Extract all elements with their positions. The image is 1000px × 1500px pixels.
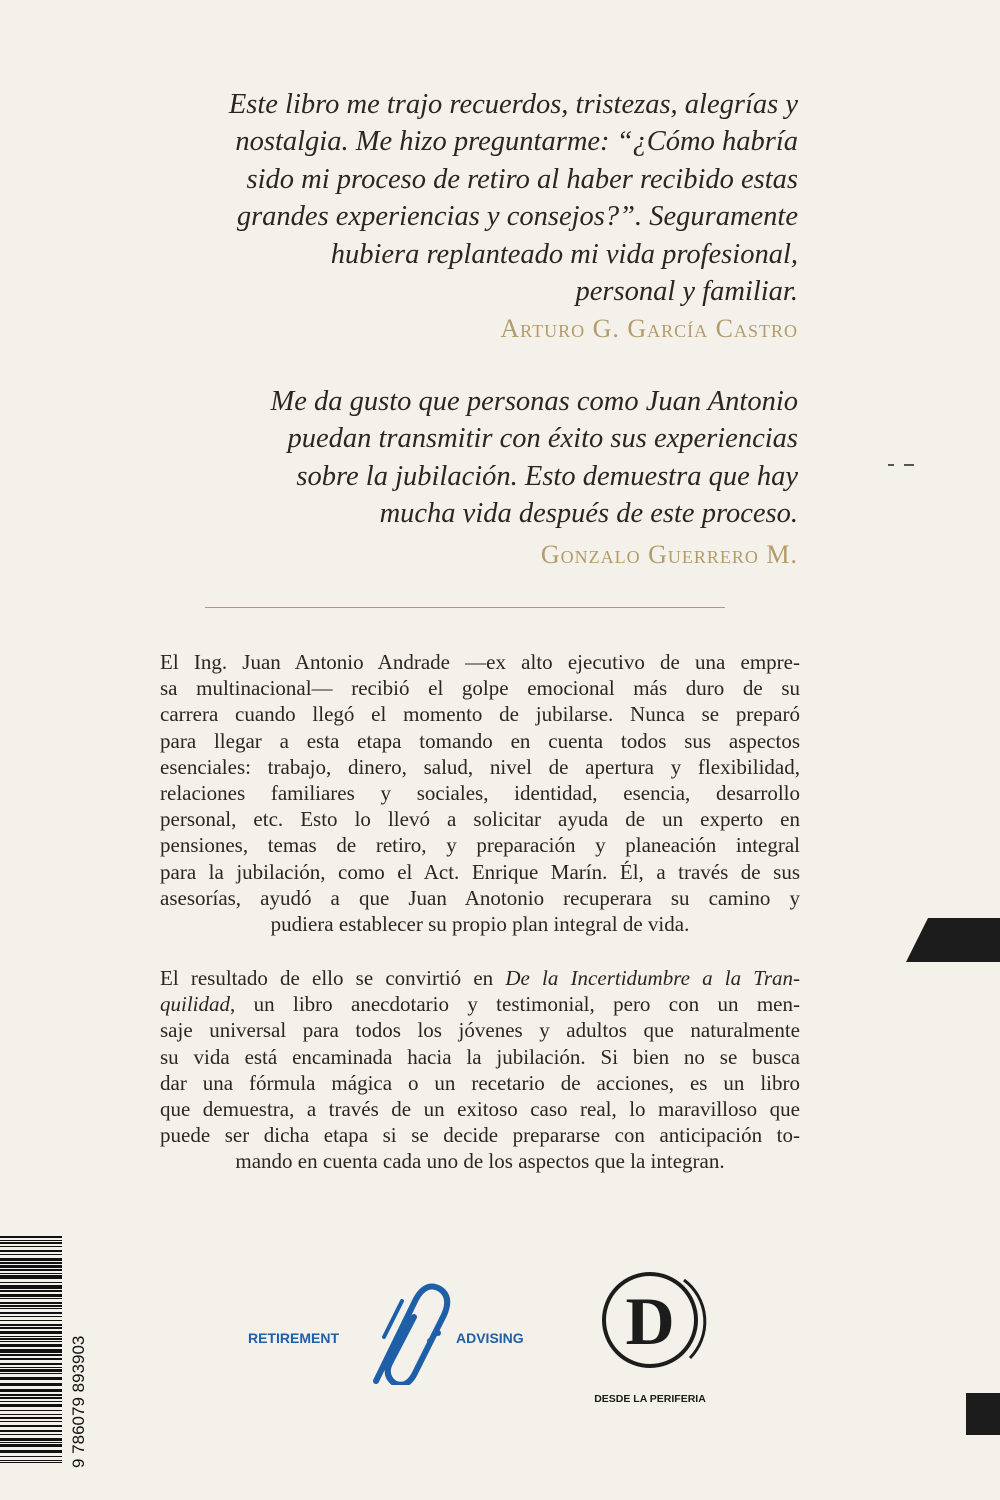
barcode-bar [0,1444,62,1447]
paragraph-line: puede ser dicha etapa si se decide prepararse con anticipación to- [160,1123,800,1148]
barcode-bar [0,1404,62,1407]
barcode-bar [0,1254,62,1255]
barcode-bar [0,1282,62,1283]
barcode-bar [0,1430,62,1432]
quote-2-author: Gonzalo Guerrero M. [540,540,798,569]
quote-line: sido mi proceso de retiro al haber recibido estas [246,163,798,195]
quote-line: Me da gusto que personas como Juan Antonio [270,386,798,417]
barcode-bar [0,1262,62,1264]
barcode-bar [0,1341,62,1342]
barcode-bar [0,1312,62,1314]
paragraph-line: saje universal para todos los jóvenes y adultos que naturalmente [160,1018,800,1043]
barcode-bar [0,1349,62,1353]
barcode-bar [0,1397,62,1399]
edge-tab-mark-lower [966,1393,1000,1435]
quote-1 [138,86,798,310]
quote-1-author: Arturo G. García Castro [500,314,798,343]
barcode-bar [0,1269,62,1271]
paragraph-line: dar una fórmula mágica o un recetario de acciones, es un libro [160,1070,800,1095]
periferia-caption: DESDE LA PERIFERIA [594,1393,706,1405]
barcode-bar [0,1369,62,1372]
barcode-bar [0,1460,62,1461]
barcode-bar [0,1298,62,1299]
barcode-bar [0,1434,62,1435]
barcode-bar [0,1250,62,1252]
barcode-bar [0,1414,62,1415]
synopsis-paragraph-2 [160,965,800,1175]
paragraph-line: El resultado de ello se convirtió en De la Incertidumbre a la Tran- [160,966,800,990]
ink-speck [888,463,914,467]
barcode-bar [0,1456,62,1457]
barcode-bar [0,1308,62,1309]
paragraph-line: El Ing. Juan Antonio Andrade —ex alto ejecutivo de una empre- [160,650,800,674]
barcode-bar [0,1421,62,1422]
quote-line: grandes experiencias y consejos?”. Seguramente [236,201,798,233]
barcode-bar [0,1285,62,1289]
paperclip-icon [376,1287,447,1385]
barcode-bar [0,1383,62,1386]
retirement-word: RETIREMENT [248,1330,339,1346]
barcode-bar [0,1242,62,1244]
barcode-bar [0,1394,62,1396]
quote-line: hubiera replanteado mi vida profesional, [330,238,798,270]
isbn-barcode [0,1232,92,1472]
barcode-bar [0,1462,62,1463]
barcode-bar [0,1275,62,1279]
paragraph-line: para llegar a esta etapa tomando en cuenta todos sus aspectos [160,728,800,753]
barcode-bar [0,1336,62,1337]
barcode-digits: 9 786079 893903 [69,1335,88,1468]
paragraph-line: sa multinacional— recibió el golpe emocional más duro de su [160,676,800,701]
edge-tab-mark [906,918,1000,962]
barcode-bar [0,1240,62,1241]
quote-line: sobre la jubilación. Esto demuestra que hay [296,460,798,492]
quote-line: nostalgia. Me hizo preguntarme: “¿Cómo habría [235,126,798,158]
barcode-bar [0,1290,62,1292]
barcode-bar [0,1344,62,1347]
divider-rule [205,607,725,608]
paragraph-line: que demuestra, a través de un exitoso caso real, lo maravilloso que [160,1097,800,1122]
desde-la-periferia-logo [580,1260,720,1410]
barcode-bar [0,1417,62,1419]
barcode-bar [0,1354,62,1356]
barcode-bar [0,1265,62,1268]
paragraph-line: pensiones, temas de retiro, y preparación y planeación integral [160,833,800,858]
paragraph-line: asesorías, ayudó a que Juan Anotonio recuperara su camino y [160,885,800,910]
paragraph-line: personal, etc. Esto lo llevó a solicitar ayuda de un experto en [160,807,800,832]
quote-line: personal y familiar. [575,276,798,308]
paragraph-line: carrera cuando llegó el momento de jubilarse. Nunca se preparó [160,702,800,727]
barcode-bar [0,1401,62,1402]
barcode-bar [0,1331,62,1334]
paragraph-line: para la jubilación, como el Act. Enrique Marín. Él, a través de sus [160,859,800,884]
paragraph-line: esenciales: trabajo, dinero, salud, nivel de apertura y flexibilidad, [160,754,800,779]
barcode-bar [0,1294,62,1297]
barcode-bar [0,1338,62,1340]
barcode-bar [0,1316,62,1317]
advising-word: ADVISING [456,1330,524,1346]
barcode-bar [0,1320,62,1321]
barcode-bar [0,1327,62,1329]
retirement-advising-logo [248,1275,538,1385]
barcode-bar [0,1438,62,1441]
barcode-bar [0,1324,62,1326]
barcode-bar [0,1442,62,1443]
periferia-letter-icon: D [625,1283,675,1359]
barcode-bar [0,1367,62,1368]
barcode-bar [0,1358,62,1360]
barcode-bar [0,1450,62,1453]
synopsis-paragraph-1 [160,649,800,937]
barcode-bar [0,1377,62,1380]
quote-line: mucha vida después de este proceso. [379,498,798,530]
paragraph-line: quilidad, un libro anecdotario y testimonial, pero con un men- [160,992,800,1017]
barcode-bar [0,1305,62,1307]
barcode-bar [0,1236,62,1238]
barcode-bar [0,1363,62,1365]
quote-line: puedan transmitir con éxito sus experiencias [287,423,798,455]
barcode-bar [0,1258,62,1261]
barcode-bar [0,1410,62,1411]
barcode-bar [0,1302,62,1304]
barcode-bar [0,1373,62,1374]
paragraph-line: pudiera establecer su propio plan integral de vida. [270,912,690,937]
quote-2 [138,383,798,533]
paragraph-line: mando en cuenta cada uno de los aspectos que la integran. [235,1149,725,1174]
barcode-bar [0,1246,62,1247]
paragraph-line: su vida está encaminada hacia la jubilación. Si bien no se busca [160,1044,800,1069]
paragraph-line: relaciones familiares y sociales, identidad, esencia, desarrollo [160,781,800,806]
barcode-bar [0,1273,62,1274]
quote-line: Este libro me trajo recuerdos, tristezas, alegrías y [228,89,798,120]
barcode-bar [0,1425,62,1427]
barcode-bar [0,1389,62,1392]
